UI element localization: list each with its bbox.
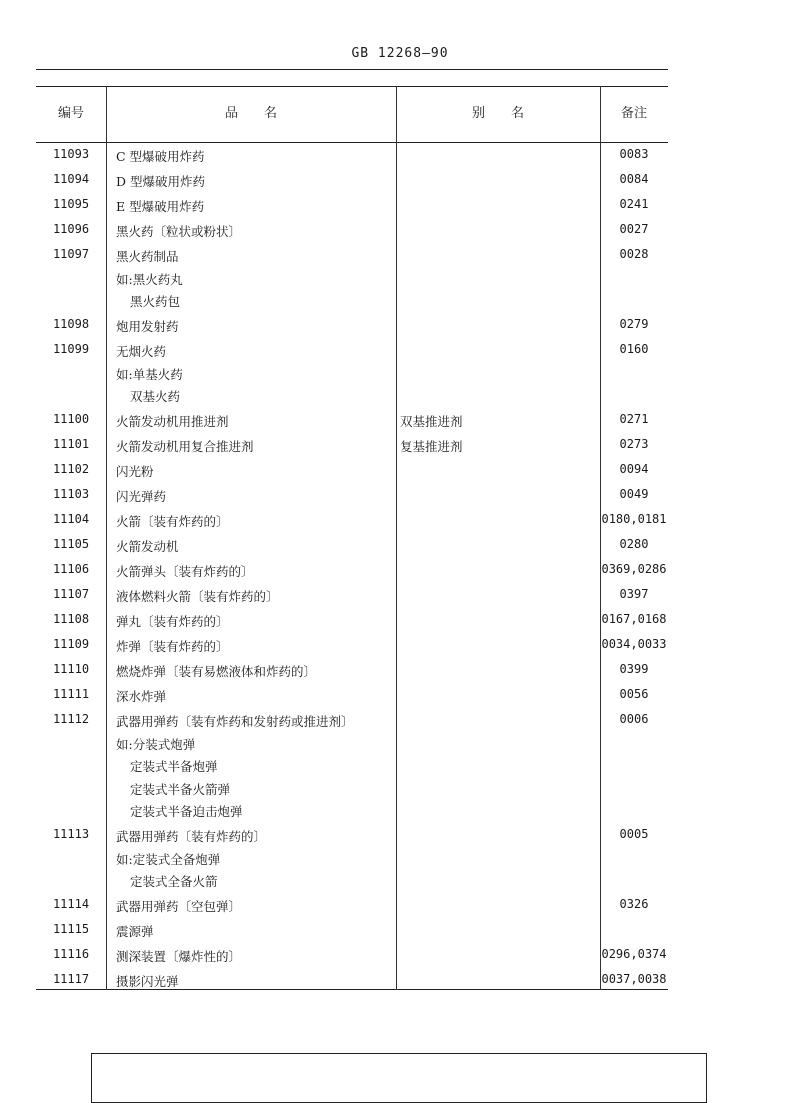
row-code: 11101 xyxy=(52,437,90,451)
row-name: D 型爆破用炸药 xyxy=(116,174,205,189)
row-name: 火箭弹头〔装有炸药的〕 xyxy=(116,564,254,579)
row-sub-item: 黑火药包 xyxy=(130,294,181,309)
row-code: 11100 xyxy=(52,412,90,426)
row-note: 0397 xyxy=(619,587,649,601)
row-name: C 型爆破用炸药 xyxy=(116,149,205,164)
column-divider-code xyxy=(106,86,107,990)
header-name: 品 名 xyxy=(224,106,277,121)
row-name: 武器用弹药〔装有炸药和发射药或推进剂〕 xyxy=(116,714,354,729)
row-note: 0027 xyxy=(619,222,649,236)
row-code: 11094 xyxy=(52,172,90,186)
row-code: 11113 xyxy=(52,827,90,841)
row-name: 黑火药制品 xyxy=(116,249,179,264)
row-name: 液体燃料火箭〔装有炸药的〕 xyxy=(116,589,279,604)
row-sub-item: 如:分装式炮弹 xyxy=(116,736,196,752)
row-alias: 复基推进剂 xyxy=(400,439,463,454)
row-note: 0056 xyxy=(619,687,649,701)
row-name: 武器用弹药〔装有炸药的〕 xyxy=(116,829,267,844)
row-sub-item: 如:黑火药丸 xyxy=(116,271,183,287)
row-code: 11103 xyxy=(52,487,90,501)
row-sub-item: 如:单基火药 xyxy=(116,366,183,382)
row-code: 11099 xyxy=(52,342,90,356)
row-code: 11102 xyxy=(52,462,90,476)
row-note: 0273 xyxy=(619,437,649,451)
row-note: 0049 xyxy=(619,487,649,501)
row-code: 11104 xyxy=(52,512,90,526)
row-note: 0034,0033 xyxy=(601,637,667,651)
row-sub-item: 双基火药 xyxy=(130,389,181,404)
row-name: 闪光弹药 xyxy=(116,489,167,504)
row-alias: 双基推进剂 xyxy=(400,414,463,429)
row-note: 0084 xyxy=(619,172,649,186)
header-bottom-border xyxy=(36,142,668,143)
row-note: 0094 xyxy=(619,462,649,476)
row-code: 11093 xyxy=(52,147,90,161)
row-code: 11108 xyxy=(52,612,90,626)
row-sub-item: 定装式半备炮弹 xyxy=(130,759,218,774)
row-code: 11109 xyxy=(52,637,90,651)
title-rule xyxy=(36,69,668,70)
row-name: 火箭发动机用推进剂 xyxy=(116,414,229,429)
row-name: 闪光粉 xyxy=(116,464,154,479)
row-sub-item: 定装式全备火箭 xyxy=(130,874,218,889)
row-note: 0279 xyxy=(619,317,649,331)
row-name: E 型爆破用炸药 xyxy=(116,199,205,214)
row-code: 11107 xyxy=(52,587,90,601)
row-note: 0296,0374 xyxy=(601,947,667,961)
footer-box xyxy=(91,1053,707,1103)
row-name: 摄影闪光弹 xyxy=(116,974,179,989)
row-code: 11106 xyxy=(52,562,90,576)
row-note: 0180,0181 xyxy=(601,512,667,526)
row-note: 0369,0286 xyxy=(601,562,667,576)
row-name: 火箭发动机用复合推进剂 xyxy=(116,439,254,454)
row-name: 火箭发动机 xyxy=(116,539,179,554)
header-note: 备注 xyxy=(620,106,647,121)
row-name: 震源弹 xyxy=(116,924,154,939)
row-name: 燃烧炸弹〔装有易燃液体和炸药的〕 xyxy=(116,664,317,679)
row-code: 11114 xyxy=(52,897,90,911)
header-alias: 别 名 xyxy=(471,106,524,121)
row-code: 11098 xyxy=(52,317,90,331)
row-name: 弹丸〔装有炸药的〕 xyxy=(116,614,229,629)
row-name: 测深装置〔爆炸性的〕 xyxy=(116,949,242,964)
row-code: 11115 xyxy=(52,922,90,936)
row-name: 深水炸弹 xyxy=(116,689,167,704)
table-top-border xyxy=(36,86,668,87)
row-sub-item: 定装式半备火箭弹 xyxy=(130,781,231,797)
row-code: 11110 xyxy=(52,662,90,676)
row-note: 0326 xyxy=(619,897,649,911)
row-code: 11112 xyxy=(52,712,90,726)
row-sub-item: 定装式半备迫击炮弹 xyxy=(130,804,243,819)
header-code: 编号 xyxy=(57,106,84,121)
row-code: 11097 xyxy=(52,247,90,261)
row-note: 0028 xyxy=(619,247,649,261)
row-name: 黑火药〔粒状或粉状〕 xyxy=(116,224,242,239)
document-title: GB 12268—90 xyxy=(351,46,449,61)
row-note: 0083 xyxy=(619,147,649,161)
row-note: 0271 xyxy=(619,412,649,426)
row-note: 0006 xyxy=(619,712,649,726)
row-code: 11116 xyxy=(52,947,90,961)
row-name: 炮用发射药 xyxy=(116,319,179,334)
row-code: 11117 xyxy=(52,972,90,986)
row-name: 无烟火药 xyxy=(116,344,167,359)
row-name: 武器用弹药〔空包弹〕 xyxy=(116,899,242,914)
row-note: 0037,0038 xyxy=(601,972,667,986)
hazmat-table xyxy=(36,86,668,990)
row-note: 0160 xyxy=(619,342,649,356)
row-note: 0005 xyxy=(619,827,649,841)
row-name: 火箭〔装有炸药的〕 xyxy=(116,514,229,529)
row-note: 0241 xyxy=(619,197,649,211)
row-code: 11105 xyxy=(52,537,90,551)
column-divider-name xyxy=(396,86,397,990)
row-sub-item: 如:定装式全备炮弹 xyxy=(116,851,221,867)
row-note: 0280 xyxy=(619,537,649,551)
row-code: 11095 xyxy=(52,197,90,211)
row-note: 0167,0168 xyxy=(601,612,667,626)
row-note: 0399 xyxy=(619,662,649,676)
row-code: 11096 xyxy=(52,222,90,236)
row-code: 11111 xyxy=(52,687,90,701)
row-name: 炸弹〔装有炸药的〕 xyxy=(116,639,229,654)
